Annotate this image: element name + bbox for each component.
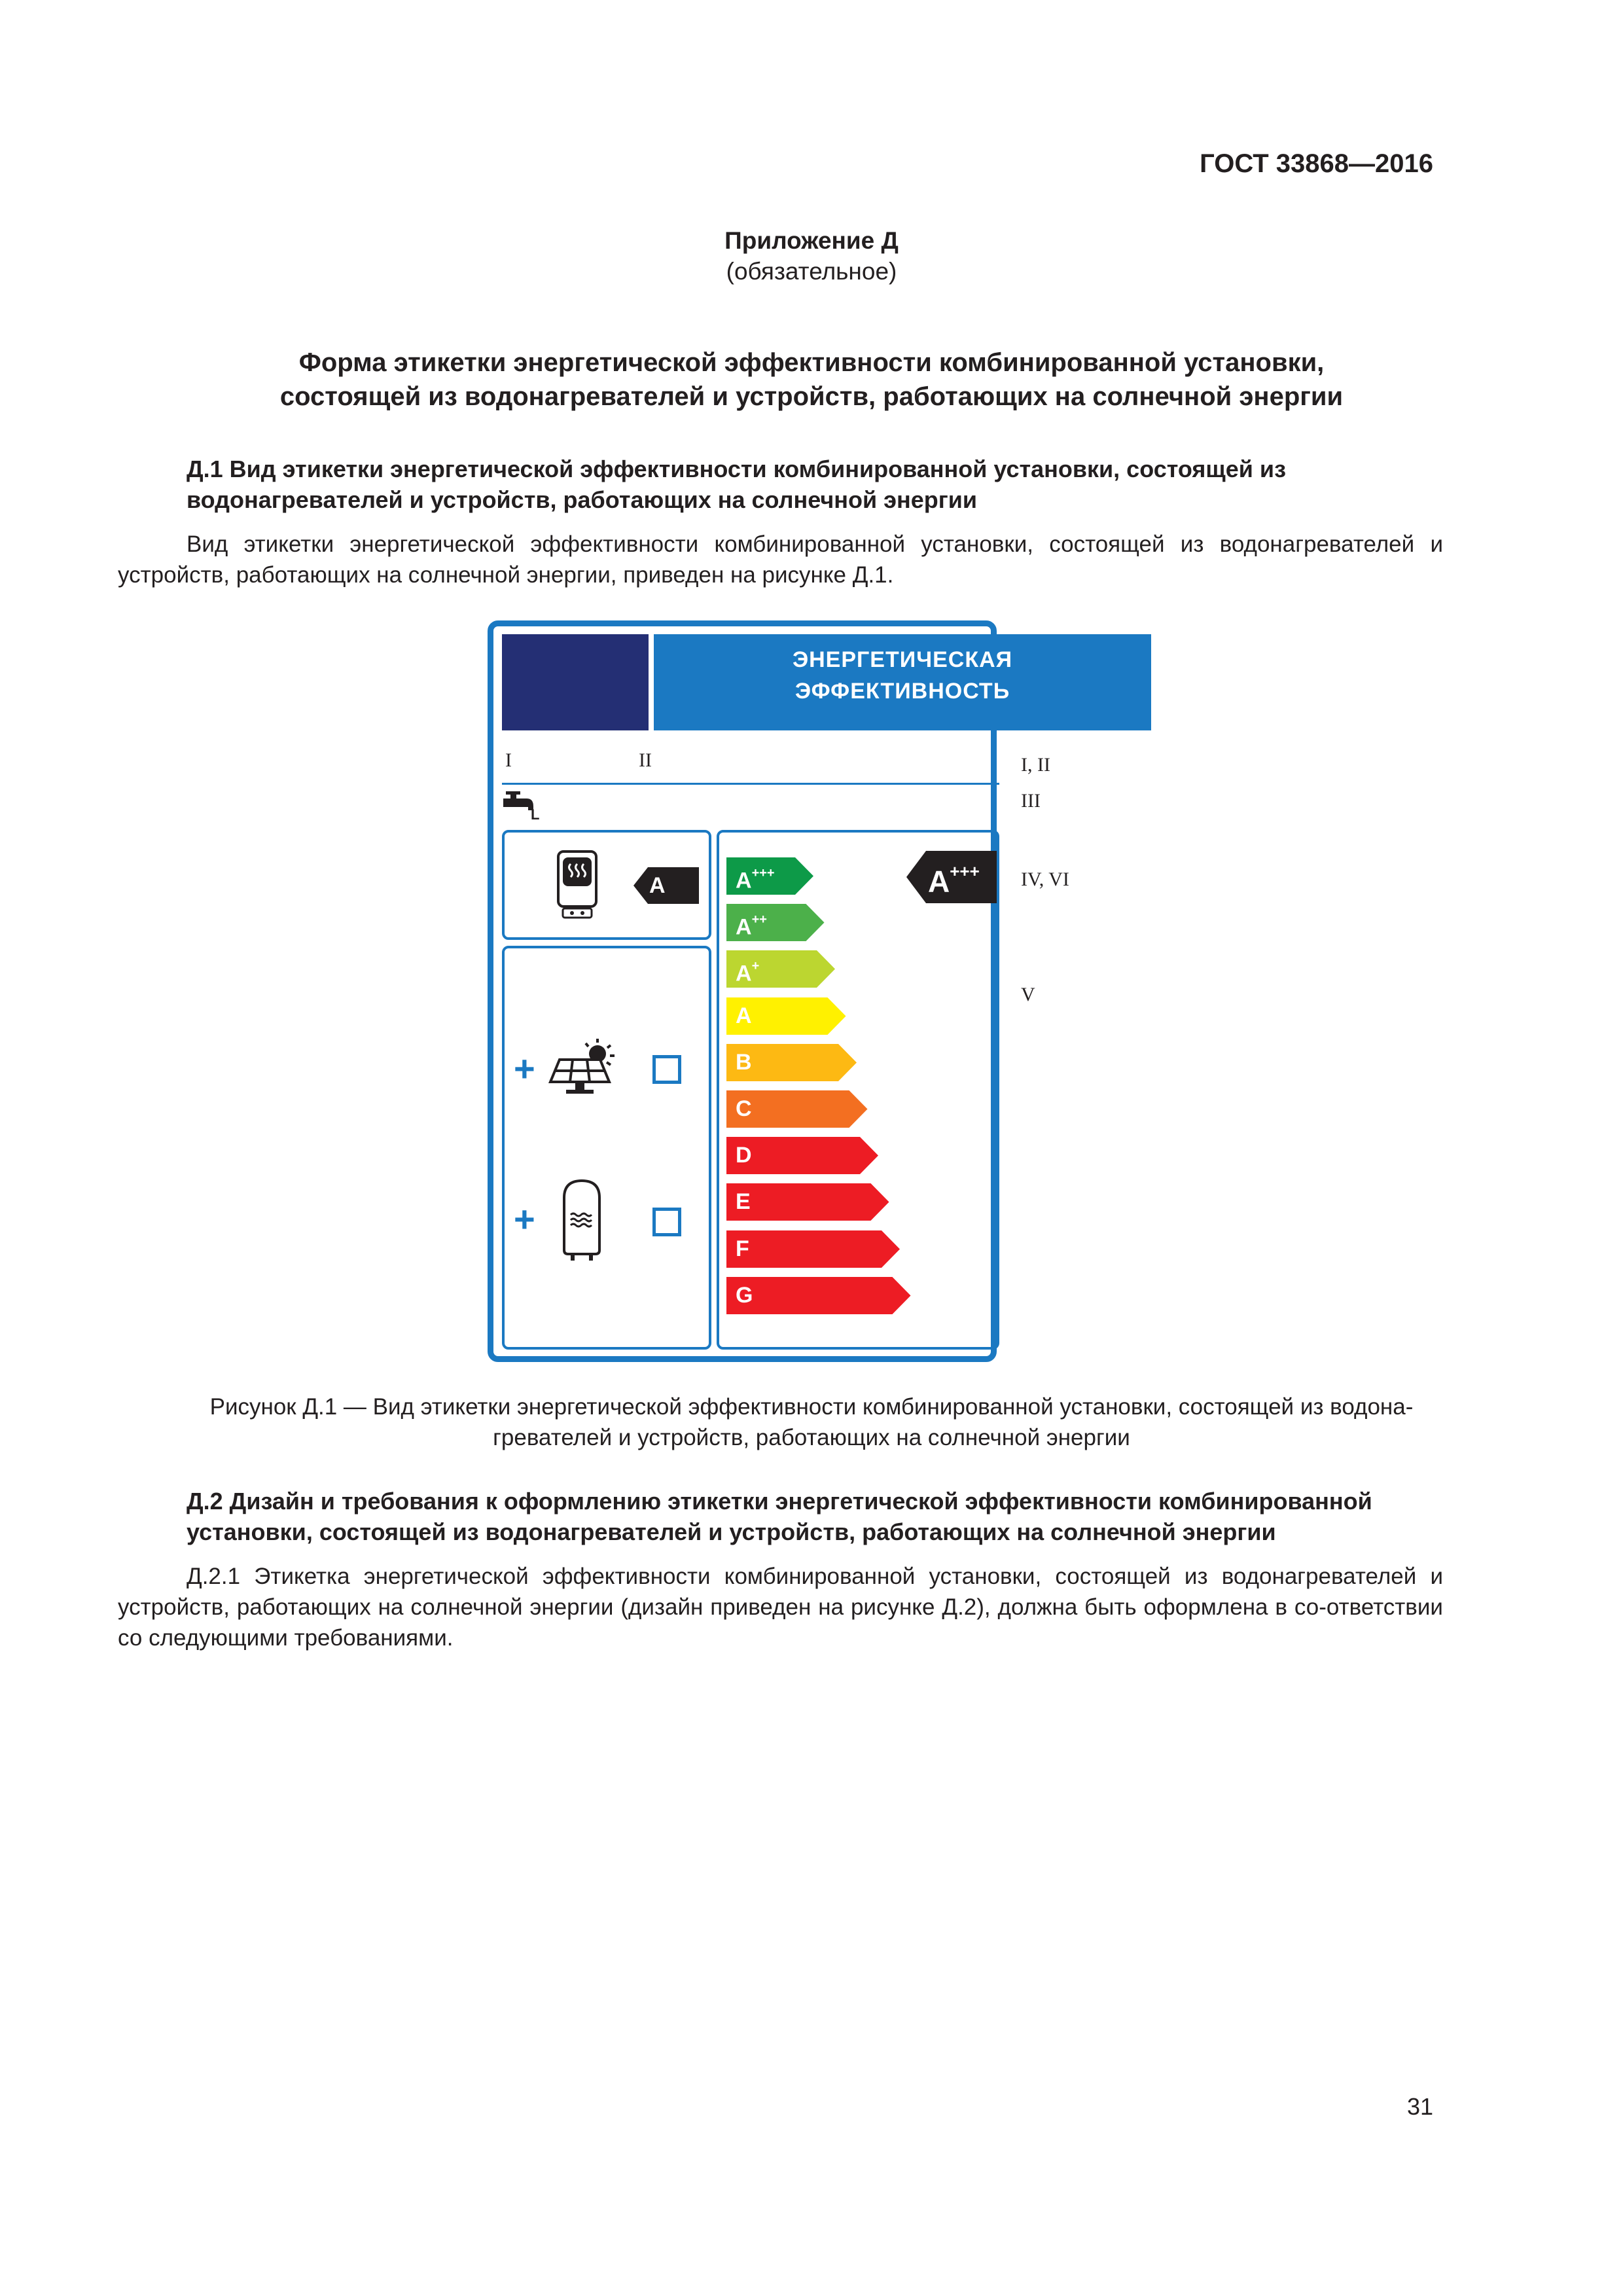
scale-arrow-label: F xyxy=(736,1236,749,1261)
side-label-4: V xyxy=(1021,984,1035,1005)
solar-checkbox[interactable] xyxy=(652,1055,681,1084)
tap-suffix: L xyxy=(531,806,540,823)
scale-arrow-label: D xyxy=(736,1143,752,1168)
system-class-label xyxy=(928,855,980,901)
scale-arrow-label: E xyxy=(736,1189,751,1215)
scale-arrow-label: C xyxy=(736,1096,752,1121)
standard-number: ГОСТ 33868—2016 xyxy=(1200,149,1433,178)
components-box xyxy=(502,946,711,1350)
heater-class-letter: A xyxy=(649,873,666,898)
caption-line1: Рисунок Д.1 — Вид этикетки энергетической эффективности комбинированной установки, состоящей из водона- xyxy=(209,1394,1414,1420)
scale-arrow-5 xyxy=(726,1044,857,1081)
mark-II: II xyxy=(639,749,652,771)
section1-heading-line1: Д.1 Вид этикетки энергетической эффективности комбинированной установки, состоящей из xyxy=(187,456,1286,482)
section2-paragraph xyxy=(118,1561,1443,1653)
section2-heading-line1: Д.2 Дизайн и требования к оформлению этикетки энергетической эффективности комбинированной xyxy=(187,1488,1372,1515)
supplier-logo-area xyxy=(502,634,649,730)
side-label-2: III xyxy=(1021,790,1041,812)
banner-line1: ЭНЕРГЕТИЧЕСКАЯ xyxy=(792,647,1013,672)
plus-sign-tank: + xyxy=(514,1198,535,1240)
scale-arrow-3 xyxy=(726,950,835,988)
scale-arrow-label: A xyxy=(736,1003,752,1028)
section1-paragraph-text: Вид этикетки энергетической эффективности комбинированной установки, состоящей из водонагревателей и устройств, работающих на солнечной энергии, приведен на рисунке Д.1. xyxy=(118,531,1443,588)
section2-heading xyxy=(187,1486,1443,1547)
appendix-title: Приложение Д xyxy=(724,227,899,254)
scale-arrow-label: A+++ xyxy=(736,866,775,893)
system-class-sup: +++ xyxy=(950,861,980,881)
system-class-letter: A xyxy=(928,864,950,899)
section1-paragraph xyxy=(118,529,1443,590)
scale-arrow-4 xyxy=(726,997,846,1035)
main-title-line2: состоящей из водонагревателей и устройств, работающих на солнечной энергии xyxy=(279,382,1344,411)
side-label-3: IV, VI xyxy=(1021,869,1069,890)
main-title-line1: Форма этикетки энергетической эффективности комбинированной установки, xyxy=(298,348,1325,377)
scale-arrow-8 xyxy=(726,1183,889,1221)
storage-tank-icon xyxy=(562,1178,602,1263)
appendix-status: (обязательное) xyxy=(726,258,897,285)
scale-arrow-10 xyxy=(726,1277,911,1314)
scale-arrow-label: G xyxy=(736,1282,753,1308)
page-number: 31 xyxy=(1406,2093,1433,2120)
scale-arrow-6 xyxy=(726,1090,868,1128)
tank-checkbox[interactable] xyxy=(652,1208,681,1236)
water-heater-icon xyxy=(556,850,598,920)
side-label-1: I, II xyxy=(1021,754,1050,776)
heater-class-arrow xyxy=(633,867,699,904)
energy-banner-text xyxy=(654,644,1151,707)
banner-line2: ЭФФЕКТИВНОСТЬ xyxy=(794,679,1010,704)
water-tap-icon xyxy=(502,789,548,822)
main-title xyxy=(0,346,1623,414)
section2-paragraph-text: Д.2.1 Этикетка энергетической эффективности комбинированной установки, состоящей из водонагревателей и устройств, работающих на солнечной энергии (дизайн приведен на рисунке Д.2), должна быть оформлена в со-ответствии со следующими требованиями. xyxy=(118,1564,1443,1651)
caption-line2: гревателей и устройств, работающих на солнечной энергии xyxy=(493,1425,1130,1450)
plus-sign-solar: + xyxy=(514,1048,535,1089)
section1-heading-line2: водонагревателей и устройств, работающих на солнечной энергии xyxy=(187,486,978,513)
section2-heading-line2: установки, состоящей из водонагревателей и устройств, работающих на солнечной энергии xyxy=(187,1518,1276,1545)
solar-panel-icon xyxy=(546,1037,618,1096)
section1-heading xyxy=(187,454,1443,515)
scale-arrow-9 xyxy=(726,1230,900,1268)
scale-arrow-1 xyxy=(726,857,813,895)
mark-I: I xyxy=(505,749,512,771)
scale-arrow-label: B xyxy=(736,1049,752,1075)
scale-arrow-7 xyxy=(726,1137,878,1174)
scale-arrow-2 xyxy=(726,904,825,941)
figure-caption xyxy=(0,1391,1623,1453)
scale-arrow-label: A+ xyxy=(736,959,760,986)
scale-arrow-label: A++ xyxy=(736,912,767,940)
separator-line xyxy=(502,783,999,785)
